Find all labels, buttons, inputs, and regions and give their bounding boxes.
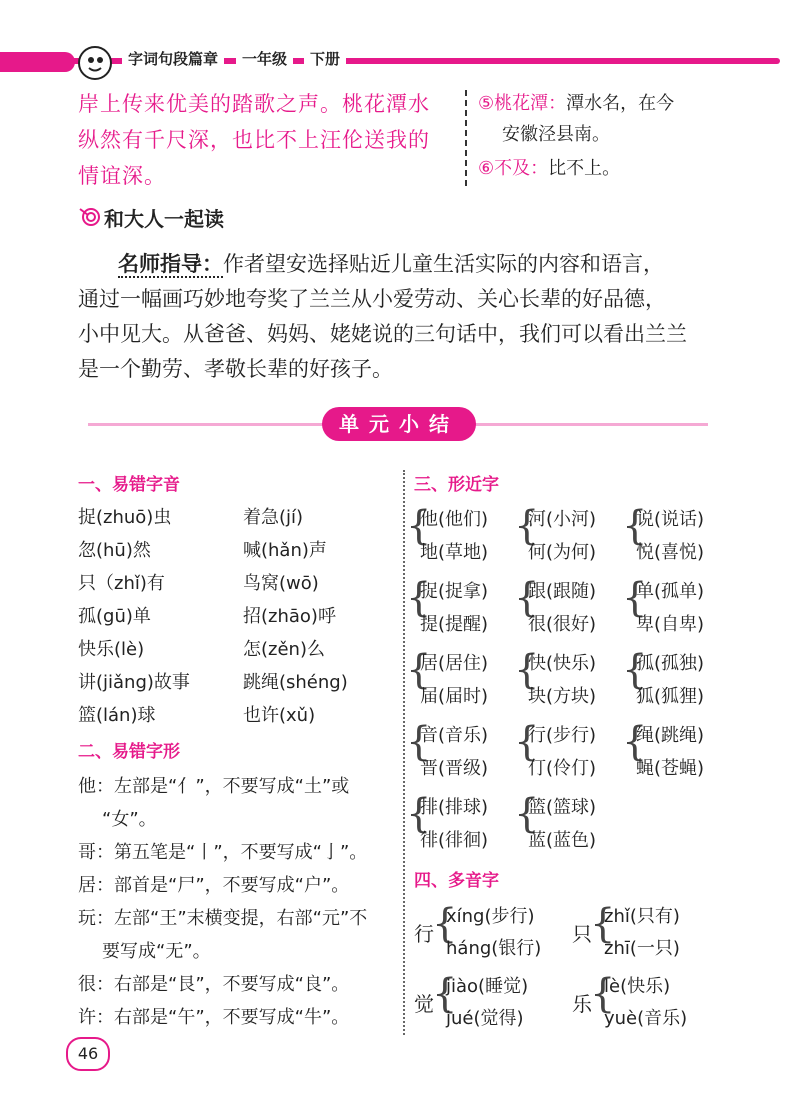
- header-series: 字词句段篇章: [122, 48, 224, 69]
- poem-line: 纵然有千尺深，也比不上汪伦送我的: [78, 128, 430, 152]
- brace: {: [514, 647, 540, 693]
- list-item: 也许(xǔ): [243, 705, 316, 726]
- list-item: “女”。: [102, 809, 157, 830]
- brace: {: [432, 901, 458, 947]
- brace: {: [406, 791, 432, 837]
- list-item: 喊(hǎn)声: [243, 540, 327, 561]
- reading: zhī(一只): [604, 938, 680, 959]
- brace: {: [622, 575, 648, 621]
- list-item: 孤(gū)单: [78, 606, 151, 627]
- list-item: 说(说话): [636, 509, 705, 530]
- reading: lè(快乐): [604, 976, 671, 997]
- swirl-icon: [78, 205, 100, 227]
- list-item: 单(孤单): [636, 581, 705, 602]
- list-item: 招(zhāo)呼: [243, 606, 336, 627]
- list-item: 着急(jí): [243, 507, 304, 528]
- list-item: 捉(捉拿): [420, 581, 489, 602]
- brace: {: [622, 647, 648, 693]
- section-title: 四、多音字: [414, 871, 499, 891]
- list-item: 蓝(蓝色): [528, 830, 597, 851]
- poem-line: 情谊深。: [78, 164, 166, 188]
- reading: jué(觉得): [446, 1008, 524, 1029]
- brace: {: [622, 719, 648, 765]
- list-item: 居：部首是“尸”，不要写成“户”。: [78, 875, 350, 896]
- brace: {: [432, 971, 458, 1017]
- list-item: 何(为何): [528, 542, 597, 563]
- list-item: 跟(跟随): [528, 581, 597, 602]
- list-item: 鸟窝(wō): [243, 573, 319, 594]
- brace: {: [622, 503, 648, 549]
- paragraph-line: 通过一幅画巧妙地夸奖了兰兰从小爱劳动、关心长辈的好品德，: [78, 287, 666, 311]
- reading: yuè(音乐): [604, 1008, 688, 1029]
- polyphone-char: 乐: [572, 992, 592, 1016]
- list-item: 居(居住): [420, 653, 489, 674]
- list-item: 蝇(苍蝇): [636, 758, 705, 779]
- list-item: 排(排球): [420, 797, 489, 818]
- brace: {: [514, 575, 540, 621]
- divider: [465, 90, 467, 186]
- section-title: 和大人一起读: [104, 207, 224, 231]
- list-item: 篮(篮球): [528, 797, 597, 818]
- brace: {: [406, 719, 432, 765]
- list-item: 怎(zěn)么: [243, 639, 325, 660]
- list-item: 玩：左部“王”末横变提，右部“元”不: [78, 908, 368, 929]
- list-item: 地(草地): [420, 542, 489, 563]
- list-item: 忽(hū)然: [78, 540, 151, 561]
- header-grade: 一年级: [236, 48, 293, 69]
- brace: {: [514, 503, 540, 549]
- column-divider: [403, 470, 405, 1035]
- section-title: 三、形近字: [414, 475, 499, 495]
- note-5: ⑤桃花潭：潭水名，在今: [478, 93, 675, 114]
- list-item: 篮(lán)球: [78, 705, 156, 726]
- list-item: 绳(跳绳): [636, 725, 705, 746]
- list-item: 块(方块): [528, 686, 597, 707]
- brace: {: [590, 971, 616, 1017]
- list-item: 哥：第五笔是“丨”，不要写成“亅”。: [78, 842, 368, 863]
- list-item: 捉(zhuō)虫: [78, 507, 172, 528]
- list-item: 快(快乐): [528, 653, 597, 674]
- list-item: 很(很好): [528, 614, 597, 635]
- reading: jiào(睡觉): [446, 976, 529, 997]
- list-item: 要写成“无”。: [102, 941, 211, 962]
- paragraph-line: 小中见大。从爸爸、妈妈、姥姥说的三句话中，我们可以看出兰兰: [78, 322, 687, 346]
- list-item: 他(他们): [420, 509, 489, 530]
- reading: zhǐ(只有): [604, 906, 680, 927]
- paragraph-line: 是一个勤劳、孝敬长辈的好孩子。: [78, 357, 393, 381]
- reading: xíng(步行): [446, 906, 535, 927]
- list-item: 卑(自卑): [636, 614, 705, 635]
- list-item: 孤(孤独): [636, 653, 705, 674]
- brace: {: [514, 719, 540, 765]
- brace: {: [590, 901, 616, 947]
- poem-line: 岸上传来优美的踏歌之声。桃花潭水: [78, 92, 430, 116]
- note-6: ⑥不及：比不上。: [478, 158, 621, 179]
- list-item: 快乐(lè): [78, 639, 145, 660]
- list-item: 行(步行): [528, 725, 597, 746]
- list-item: 仃(伶仃): [528, 758, 597, 779]
- section-title: 一、易错字音: [78, 475, 180, 495]
- list-item: 河(小河): [528, 509, 597, 530]
- list-item: 许：右部是“午”，不要写成“牛”。: [78, 1007, 350, 1028]
- list-item: 提(提醒): [420, 614, 489, 635]
- paragraph-line: 名师指导：作者望安选择贴近儿童生活实际的内容和语言，: [118, 252, 664, 276]
- polyphone-char: 行: [414, 922, 434, 946]
- list-item: 狐(狐狸): [636, 686, 705, 707]
- list-item: 他：左部是“亻”，不要写成“土”或: [78, 776, 350, 797]
- brace: {: [406, 575, 432, 621]
- list-item: 徘(徘徊): [420, 830, 489, 851]
- list-item: 很：右部是“艮”，不要写成“良”。: [78, 974, 350, 995]
- list-item: 届(届时): [420, 686, 489, 707]
- list-item: 讲(jiǎng)故事: [78, 672, 190, 693]
- reading: háng(银行): [446, 938, 542, 959]
- list-item: 晋(晋级): [420, 758, 489, 779]
- list-item: 跳绳(shéng): [243, 672, 348, 693]
- note-5-cont: 安徽泾县南。: [502, 124, 610, 145]
- brace: {: [514, 791, 540, 837]
- list-item: 音(音乐): [420, 725, 489, 746]
- unit-summary-banner: 单元小结: [322, 407, 476, 441]
- polyphone-char: 觉: [414, 992, 434, 1016]
- brace: {: [406, 503, 432, 549]
- page-number: 46: [66, 1037, 110, 1071]
- header-tab: [0, 52, 75, 72]
- list-item: 悦(喜悦): [636, 542, 705, 563]
- polyphone-char: 只: [572, 922, 592, 946]
- guide-label: 名师指导：: [118, 252, 223, 276]
- header-volume: 下册: [304, 48, 346, 69]
- section-title: 二、易错字形: [78, 742, 180, 762]
- cartoon-logo-icon: [78, 46, 112, 80]
- list-item: 只（zhǐ)有: [78, 573, 165, 594]
- brace: {: [406, 647, 432, 693]
